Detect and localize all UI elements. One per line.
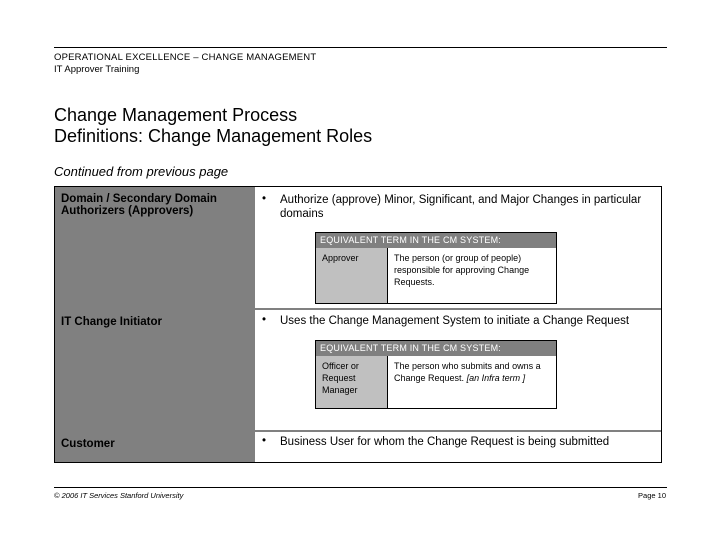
header-rule <box>54 47 667 48</box>
equivalent-definition: The person (or group of people) responsible for approving Change Requests. <box>388 248 556 303</box>
equivalent-term-box <box>315 340 557 409</box>
equivalent-term: Officer or Request Manager <box>316 356 388 408</box>
equivalent-definition <box>388 356 556 408</box>
bullet: • <box>262 314 267 326</box>
role-label: Customer <box>61 438 115 450</box>
role-description: Authorize (approve) Minor, Significant, and Major Changes in particular domains <box>280 194 642 220</box>
role-cell-customer <box>55 432 255 462</box>
role-description: Business User for whom the Change Request is being submitted <box>280 436 610 448</box>
bullet: • <box>262 435 267 447</box>
role-description: Uses the Change Management System to initiate a Change Request <box>280 315 630 327</box>
equivalent-term-box <box>315 232 557 304</box>
definition-text: The person who submits and owns a Change Request. <box>394 361 541 383</box>
role-cell-initiator <box>55 310 255 430</box>
definition-note: [an Infra term ] <box>466 373 526 383</box>
footer-copyright: © 2006 IT Services Stanford University <box>54 491 184 500</box>
bullet: • <box>262 193 267 205</box>
footer-rule <box>54 487 667 488</box>
equivalent-term: Approver <box>316 248 388 303</box>
role-label: Domain / Secondary Domain Authorizers (Approvers) <box>61 193 217 217</box>
equivalent-term-heading: EQUIVALENT TERM IN THE CM SYSTEM: <box>316 233 556 248</box>
page-subtitle: Definitions: Change Management Roles <box>54 126 373 146</box>
equivalent-term-heading: EQUIVALENT TERM IN THE CM SYSTEM: <box>316 341 556 356</box>
roles-table <box>54 186 662 463</box>
header-course: IT Approver Training <box>54 64 140 75</box>
page-title: Change Management Process <box>54 105 298 125</box>
role-cell-approvers <box>55 187 255 308</box>
role-label: IT Change Initiator <box>61 316 162 328</box>
continued-note: Continued from previous page <box>54 164 229 179</box>
page-number: Page 10 <box>638 491 666 500</box>
header-program: OPERATIONAL EXCELLENCE – CHANGE MANAGEMENT <box>54 52 317 63</box>
